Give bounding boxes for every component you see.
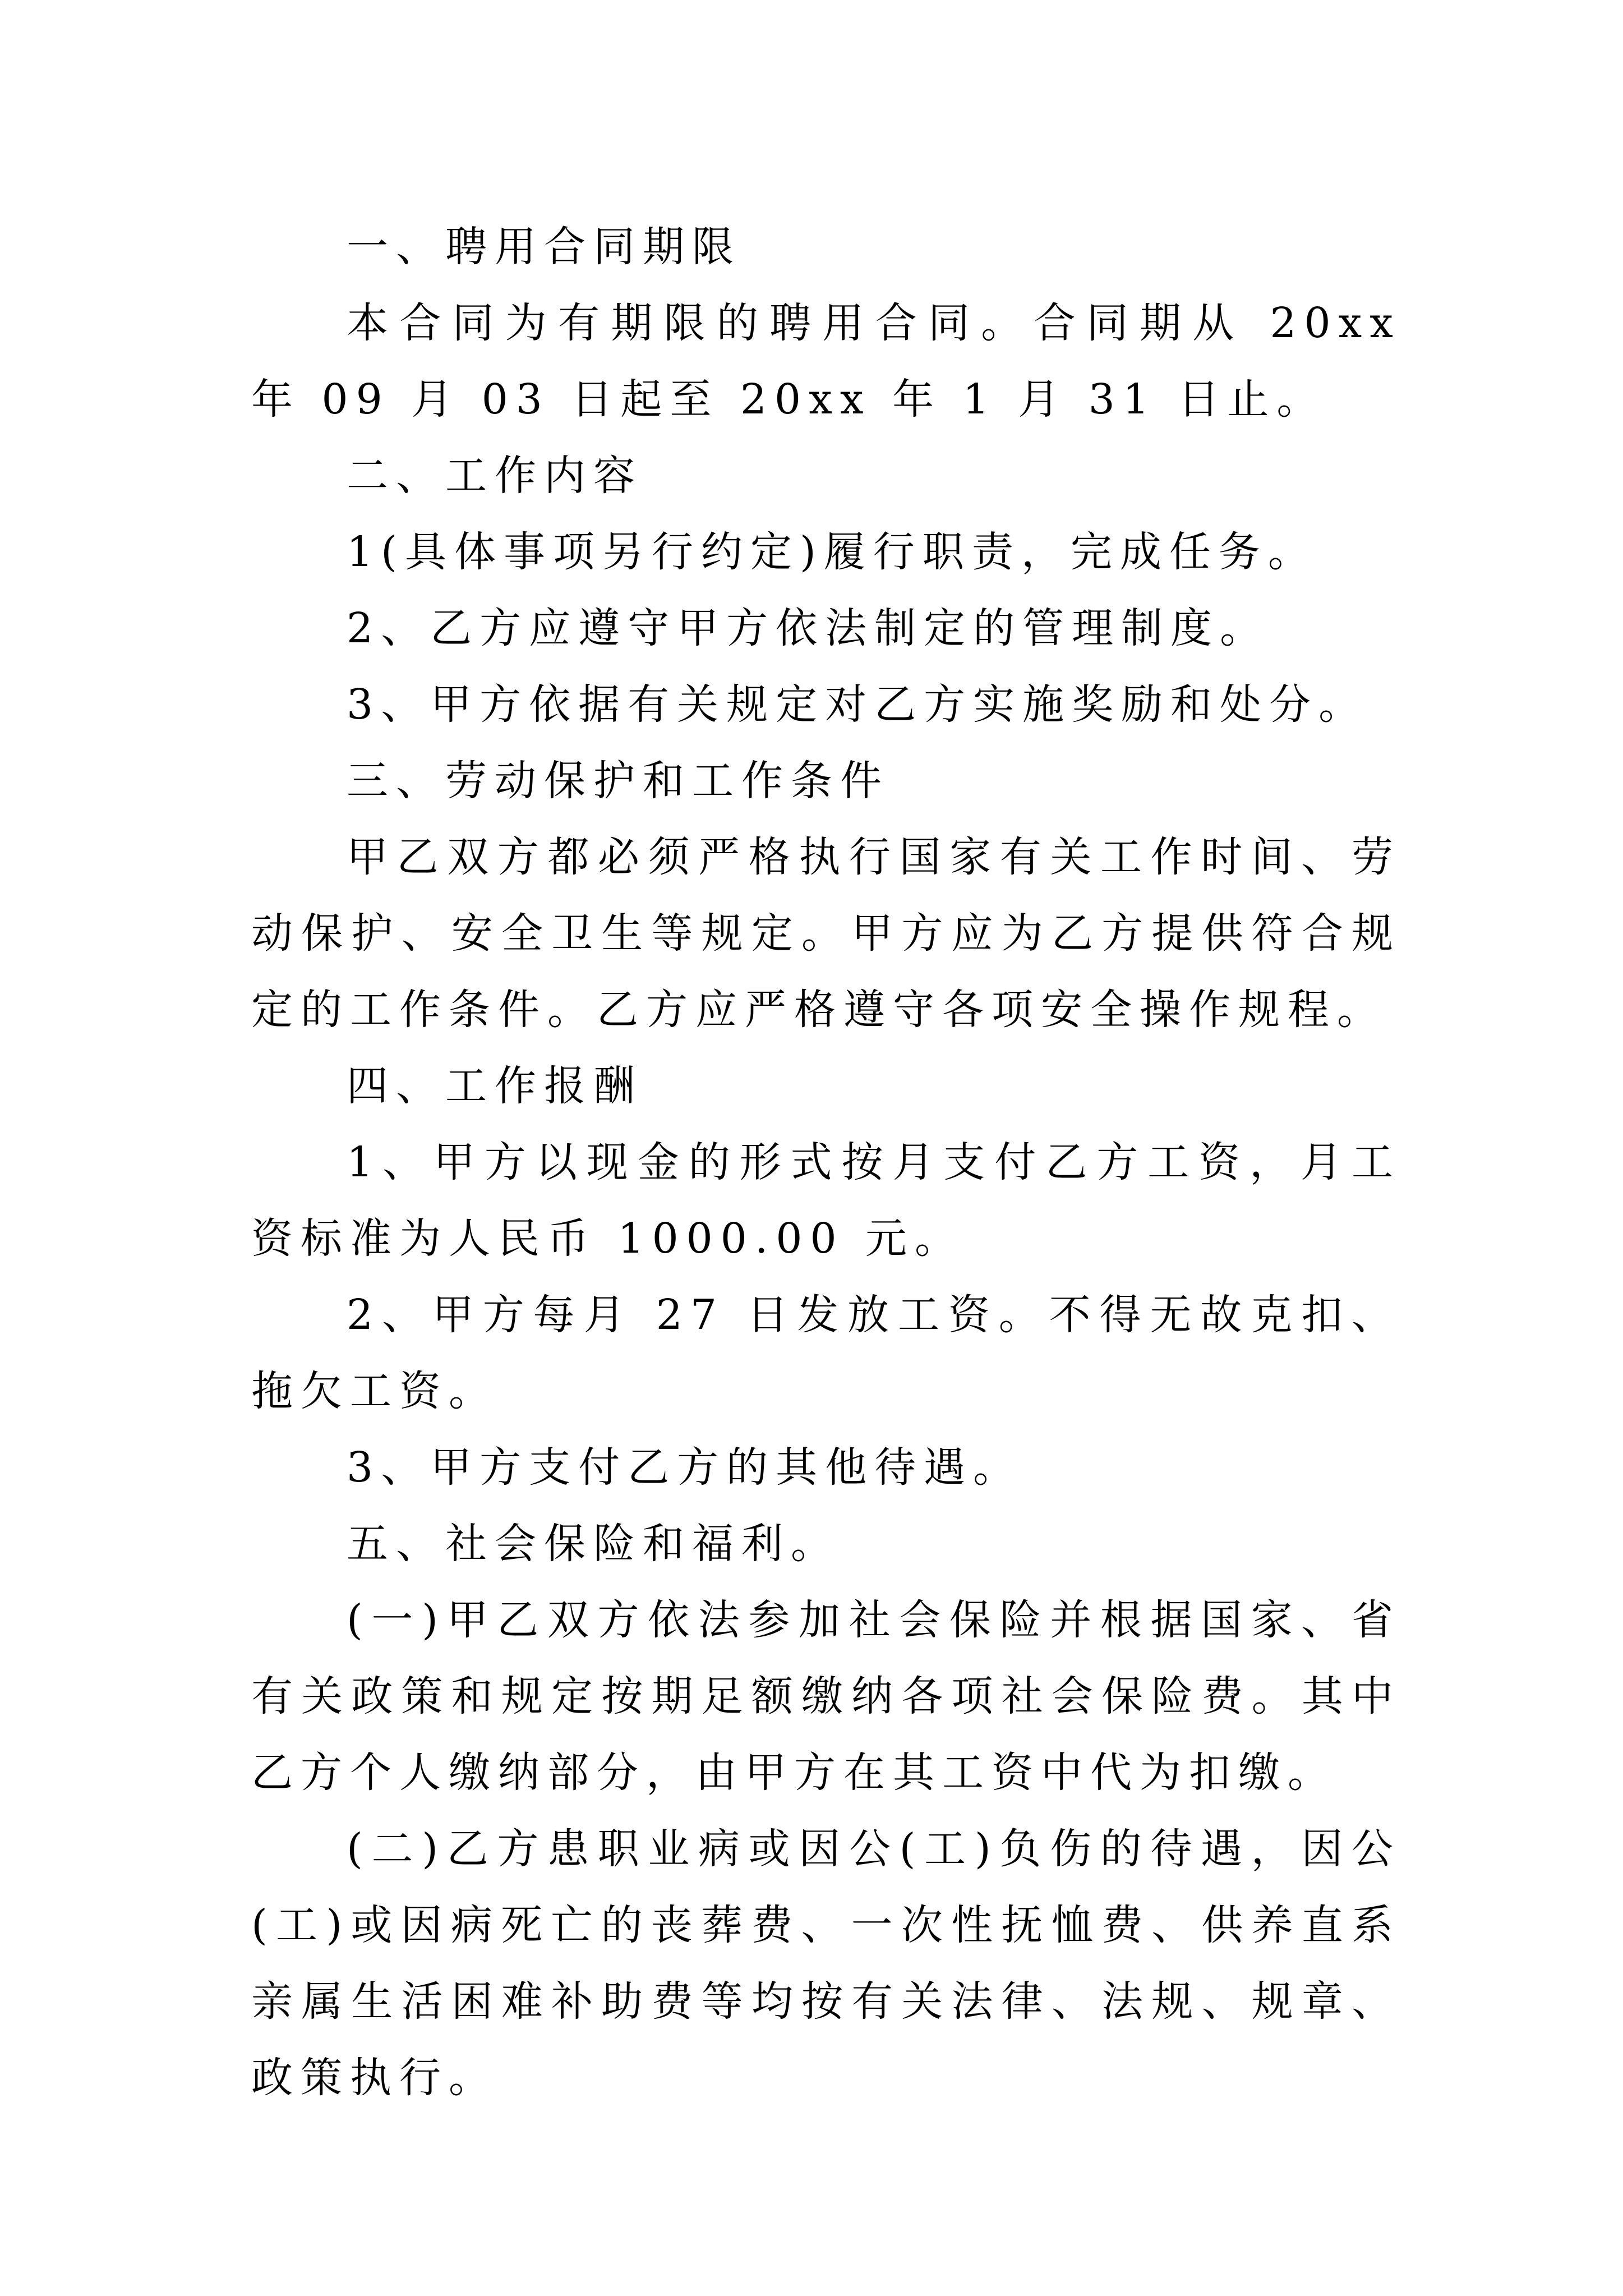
paragraph-work-item-2: 2、乙方应遵守甲方依法制定的管理制度。 — [347, 604, 1270, 652]
section-heading-1: 一、聘用合同期限 — [347, 223, 741, 271]
paragraph-work-item-3: 3、甲方依据有关规定对乙方实施奖励和处分。 — [347, 680, 1368, 729]
paragraph-insurance-1: (一)甲乙双方依法参加社会保险并根据国家、省有关政策和规定按期足额缴纳各项社会保险费。其中乙方个人缴纳部分，由甲方在其工资中代为扣缴。 — [251, 1596, 1401, 1797]
paragraph-contract-term: 本合同为有期限的聘用合同。合同期从 20xx 年 09 月 03 日起至 20xx 年 1 月 31 日止。 — [251, 299, 1401, 424]
section-heading-4: 四、工作报酬 — [347, 1062, 643, 1110]
document-body — [251, 209, 1401, 2116]
paragraph-labor-protection: 甲乙双方都必须严格执行国家有关工作时间、劳动保护、安全卫生等规定。甲方应为乙方提供符合规定的工作条件。乙方应严格遵守各项安全操作规程。 — [251, 833, 1401, 1034]
paragraph-pay-item-3: 3、甲方支付乙方的其他待遇。 — [347, 1443, 1023, 1492]
section-heading-5: 五、社会保险和福利。 — [347, 1520, 840, 1568]
paragraph-pay-item-1: 1、甲方以现金的形式按月支付乙方工资，月工资标准为人民币 1000.00 元。 — [251, 1138, 1401, 1263]
paragraph-insurance-2: (二)乙方患职业病或因公(工)负伤的待遇，因公(工)或因病死亡的丧葬费、一次性抚恤费、供养直系亲属生活困难补助费等均按有关法律、法规、规章、政策执行。 — [251, 1825, 1401, 2102]
section-heading-3: 三、劳动保护和工作条件 — [347, 757, 889, 805]
paragraph-work-item-1: 1(具体事项另行约定)履行职责，完成任务。 — [347, 528, 1317, 576]
section-heading-2: 二、工作内容 — [347, 452, 643, 500]
paragraph-pay-item-2: 2、甲方每月 27 日发放工资。不得无故克扣、拖欠工资。 — [251, 1291, 1401, 1415]
